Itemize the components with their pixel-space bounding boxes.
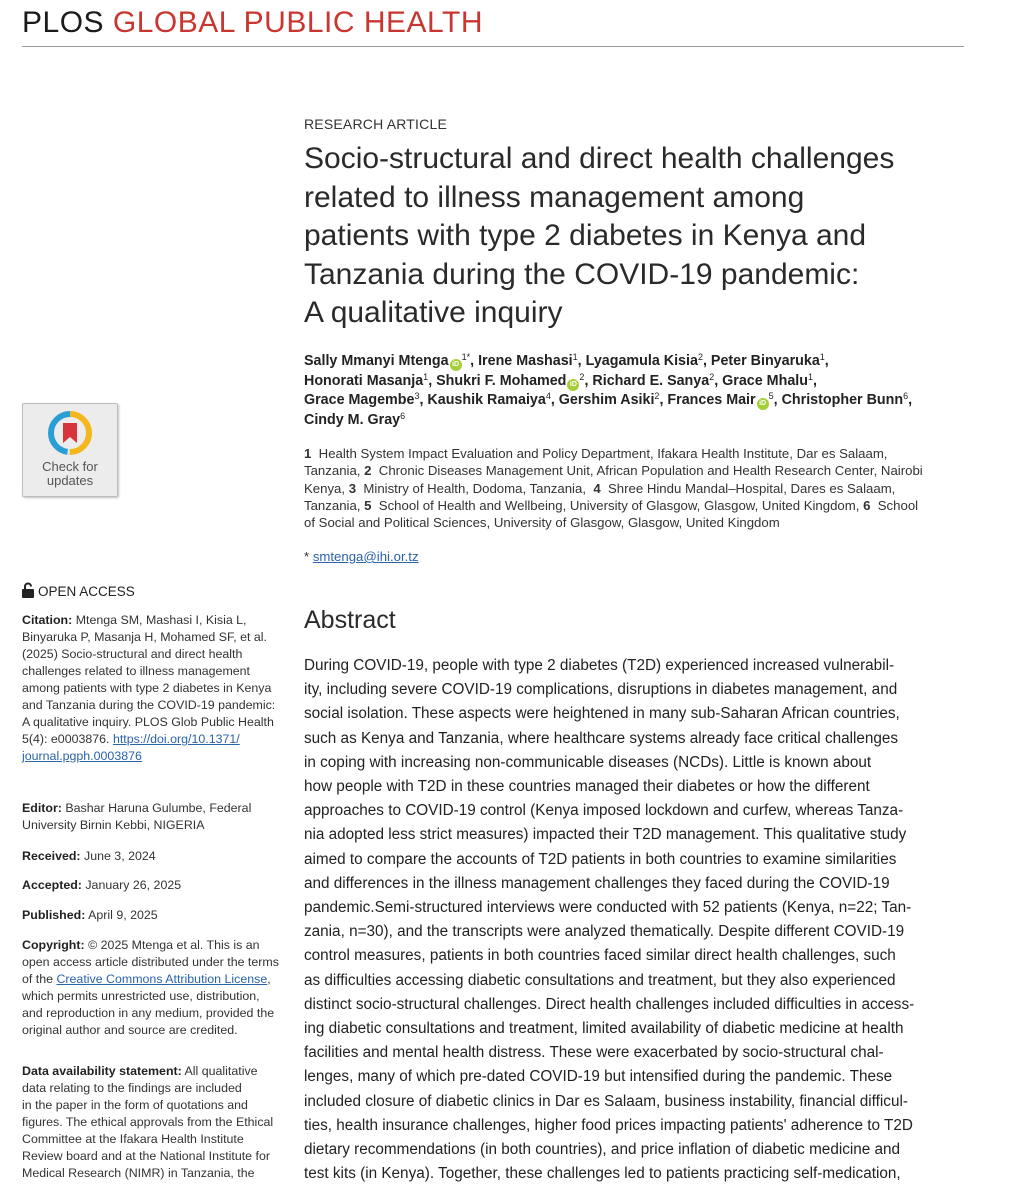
abstract-line: in coping with increasing non-communicable diseases (NCDs). Little is known about <box>304 753 872 771</box>
author-affiliation-sup: 1 <box>807 371 813 382</box>
abstract-line: as difficulties accessing diabetic consultations and treatment, but they also experienced <box>304 971 896 989</box>
data-availability-line: Medical Research (NIMR) in Tanzania, the <box>22 1166 255 1180</box>
author-affiliation-sup: 5 <box>768 391 774 401</box>
author-name[interactable]: Kaushik Ramaiya <box>427 392 546 408</box>
author-list: Sally Mmanyi Mtenga $iD^{1*}$, Irene Mashasi$^1$, Lyagamula Kisia$^2$, Peter Binyaruka$^1$, Honorati Masanja$^1$, Shukri F. Mohamed $iD^2$, Richard E. Sanya$^2$, Grace Mhalu$^1$, Grace Magembe$^3$, Kaushik Ramaiya$^4$, Gershim Asiki$^2$, Frances Mair $iD^5$, Christopher Bunn$^6$, Cindy M. Gray$^6$ <box>304 352 913 428</box>
published-date <box>22 907 290 924</box>
accepted-date <box>22 877 290 894</box>
open-access-label <box>22 582 135 599</box>
copyright-line: © 2025 Mtenga et al. This is an <box>88 938 260 952</box>
email-link[interactable]: smtenga@ihi.or.tz <box>312 549 419 564</box>
abstract-line: social isolation. These aspects were heightened in many sub-Saharan African countries, <box>304 705 900 723</box>
abstract-body <box>304 654 964 1186</box>
author-name[interactable]: Cindy M. Gray <box>304 411 401 428</box>
author-name[interactable]: Richard E. Sanya <box>592 372 710 389</box>
abstract-line: aimed to compare the accounts of T2D patients in both countries to examine similarities <box>304 850 897 868</box>
affiliation-text: Kenya, <box>304 480 346 496</box>
data-availability-block <box>22 1063 290 1182</box>
abstract-line: ity, including severe COVID-19 complications, disruptions in diabetes management, and <box>304 681 898 699</box>
orcid-icon[interactable]: iD <box>567 379 579 391</box>
correspondence <box>304 549 419 564</box>
affiliation-number: 2 <box>364 463 372 479</box>
editor-line: University Birnin Kebbi, NIGERIA <box>22 818 205 832</box>
author-name[interactable]: Sally Mmanyi Mtenga <box>304 353 449 369</box>
citation-line: Mtenga SM, Mashasi I, Kisia L, <box>75 613 247 627</box>
copyright-line: and reproduction in any medium, provided the <box>22 1006 275 1020</box>
abstract-line: pandemic.Semi-structured interviews were conducted with 52 patients (Kenya, n=22; Tan- <box>304 899 912 917</box>
accepted-label: Accepted: <box>22 878 82 892</box>
affiliation-text: Tanzania, <box>304 497 361 513</box>
citation-line: (2025) Socio-structural and direct health <box>22 647 243 661</box>
affiliation-number: 4 <box>593 480 601 496</box>
copyright-line: original author and source are credited. <box>22 1023 238 1037</box>
data-availability-line: in the paper in the form of quotations and <box>22 1098 248 1112</box>
author-name[interactable]: Christopher Bunn <box>781 392 904 408</box>
abstract-line: distinct socio-structural challenges. Direct health challenges included difficulties in access- <box>304 995 915 1013</box>
copyright-block <box>22 937 290 1039</box>
affiliation-text: School <box>877 497 919 513</box>
affiliation-text: Ministry of Health, Dodoma, Tanzania, <box>363 480 586 496</box>
copyright-label: Copyright: <box>22 938 85 952</box>
affiliation-number: 1 <box>304 446 312 461</box>
author-affiliation-sup: 1* <box>461 352 471 362</box>
accepted-value: January 26, 2025 <box>85 878 182 892</box>
article-type: RESEARCH ARTICLE <box>304 116 447 132</box>
abstract-heading: Abstract <box>304 606 396 634</box>
author-affiliation-sup: 1 <box>423 371 429 382</box>
affiliation-text: Health System Impact Evaluation and Policy Department, Ifakara Health Institute, Dar es Salaam, <box>318 446 888 461</box>
citation-line: among patients with type 2 diabetes in Kenya <box>22 681 272 695</box>
check-for-updates-button[interactable] <box>22 403 118 497</box>
citation-line: and Tanzania during the COVID-19 pandemic: <box>22 698 276 712</box>
abstract-line: such as Kenya and Tanzania, where healthcare systems already face critical challenges <box>304 729 899 747</box>
copyright-line: of the <box>22 972 54 986</box>
abstract-line: During COVID-19, people with type 2 diabetes (T2D) experienced increased vulnerabil- <box>304 657 895 674</box>
abstract-line: control measures, patients in both countries faced similar direct health challenges, such <box>304 947 896 965</box>
published-value: April 9, 2025 <box>88 908 158 922</box>
editor-label: Editor: <box>22 801 62 815</box>
author-affiliation-sup: 3 <box>414 391 420 401</box>
article-title <box>304 140 974 333</box>
affiliation-text: Chronic Diseases Management Unit, African Population and Health Research Center, Nairobi <box>378 463 923 479</box>
abstract-line: test kits (in Kenya). Together, these challenges led to patients practicing self-medication, <box>304 1165 901 1183</box>
citation-block <box>22 612 290 765</box>
license-link[interactable]: Creative Commons Attribution License <box>56 972 268 986</box>
open-access-text: OPEN ACCESS <box>38 584 135 599</box>
author-name[interactable]: Grace Magembe <box>304 392 415 408</box>
abstract-line: ties, health insurance challenges, higher food prices impacting patients' adherence to T2D <box>304 1116 913 1134</box>
affiliation-number: 3 <box>348 480 357 496</box>
author-name[interactable]: Irene Mashasi <box>478 353 573 369</box>
copyright-line: which permits unrestricted use, distribution, <box>22 989 260 1003</box>
author-affiliation-sup: 6 <box>903 391 909 401</box>
affiliation-text: School of Health and Wellbeing, University of Glasgow, Glasgow, United Kingdom, <box>378 497 860 513</box>
author-affiliation-sup: 4 <box>545 391 551 401</box>
abstract-line: lenges, many of which pre-dated COVID-19 but intensified during the pandemic. These <box>304 1068 893 1086</box>
abstract-line: approaches to COVID-19 control (Kenya imposed lockdown and curfew, whereas Tanza- <box>304 802 904 820</box>
received-label: Received: <box>22 849 81 863</box>
publisher-logo-text: PLOS <box>22 6 105 39</box>
title-line: related to illness management among <box>304 180 805 214</box>
data-availability-line: Review board and at the National Institute for <box>22 1149 270 1163</box>
author-name[interactable]: Grace Mhalu <box>722 372 808 389</box>
data-availability-line: data relating to the findings are included <box>22 1081 242 1095</box>
affiliation-number: 6 <box>863 497 871 513</box>
data-availability-line: Committee at the Ifakara Health Institute <box>22 1132 244 1146</box>
badge-line-2: updates <box>46 473 94 488</box>
affiliations <box>304 445 994 531</box>
author-name[interactable]: Lyagamula Kisia <box>585 353 698 369</box>
corresponding-marker: * <box>304 549 310 564</box>
affiliation-number: 5 <box>364 497 372 513</box>
title-line: patients with type 2 diabetes in Kenya and <box>304 219 867 252</box>
header-divider <box>22 46 964 47</box>
copyright-line: open access article distributed under the terms <box>22 955 279 969</box>
check-updates-icon <box>47 410 93 456</box>
open-lock-icon <box>22 582 34 598</box>
abstract-line: facilities and mental health distress. These were exacerbated by socio-structural chal- <box>304 1044 884 1062</box>
doi-link[interactable]: https://doi.org/10.1371/ <box>112 732 240 746</box>
data-availability-label: Data availability statement: <box>22 1064 182 1078</box>
badge-line-1: Check for <box>42 459 98 474</box>
author-affiliation-sup: 2 <box>697 352 703 362</box>
title-line: Tanzania during the COVID-19 pandemic: <box>304 257 860 291</box>
affiliation-text: of Social and Political Sciences, University of Glasgow, Glasgow, United Kingdom <box>304 515 780 531</box>
editor-block <box>22 800 290 834</box>
citation-line: A qualitative inquiry. PLOS Glob Public Health <box>22 715 274 729</box>
copyright-punct: , <box>267 972 271 986</box>
author-affiliation-sup: 1 <box>572 352 578 362</box>
received-value: June 3, 2024 <box>84 849 156 863</box>
journal-header <box>22 6 483 40</box>
abstract-line: how people with T2D in these countries managed their diabetes or how the different <box>304 778 870 796</box>
doi-link[interactable]: journal.pgph.0003876 <box>22 749 142 763</box>
author-affiliation-sup: 2 <box>654 391 660 401</box>
author-name[interactable]: Peter Binyaruka <box>710 353 820 369</box>
title-line: Socio-structural and direct health challenges <box>304 142 895 175</box>
published-label: Published: <box>22 908 86 922</box>
editor-line: Bashar Haruna Gulumbe, Federal <box>65 801 252 815</box>
affiliation-text: Shree Hindu Mandal–Hospital, Dares es Salaam, <box>608 480 896 496</box>
orcid-icon[interactable]: iD <box>450 359 462 371</box>
abstract-line: zania, n=30), and the transcripts were analyzed thematically. Despite different COVID-19 <box>304 923 905 941</box>
orcid-icon[interactable]: iD <box>757 398 769 410</box>
author-affiliation-sup: 2 <box>579 371 585 382</box>
received-date <box>22 848 290 865</box>
citation-line: Binyaruka P, Masanja H, Mohamed SF, et al. <box>22 630 267 644</box>
author-affiliation-sup: 2 <box>709 371 715 382</box>
abstract-line: nia adopted less strict measures) impacted their T2D management. This qualitative study <box>304 826 907 844</box>
citation-label: Citation: <box>22 613 73 627</box>
abstract-line: included closure of diabetic clinics in Dar es Salaam, business instability, financial difficul- <box>304 1092 908 1110</box>
abstract-line: ing diabetic consultations and treatment, limited availability of diabetic medicine at health <box>304 1020 904 1038</box>
affiliation-text: Tanzania, <box>304 463 361 479</box>
abstract-line: and differences in the illness management challenges they faced during the COVID-19 <box>304 874 890 892</box>
citation-line: 5(4): e0003876. <box>22 732 110 746</box>
author-affiliation-sup: 1 <box>819 352 825 362</box>
journal-name: GLOBAL PUBLIC HEALTH <box>112 6 484 39</box>
data-availability-line: All qualitative <box>184 1064 258 1078</box>
title-line: A qualitative inquiry <box>304 296 563 329</box>
citation-line: challenges related to illness management <box>22 664 250 678</box>
author-name[interactable]: Gershim Asiki <box>558 392 655 408</box>
author-name[interactable]: Shukri F. Mohamed <box>436 372 567 389</box>
author-name[interactable]: Honorati Masanja <box>304 372 424 389</box>
abstract-line: dietary recommendations (in both countries), and price inflation of diabetic medicine and <box>304 1141 901 1159</box>
author-affiliation-sup: 6 <box>400 410 406 421</box>
data-availability-line: figures. The ethical approvals from the Ethical <box>22 1115 274 1129</box>
author-name[interactable]: Frances Mair <box>667 392 756 408</box>
